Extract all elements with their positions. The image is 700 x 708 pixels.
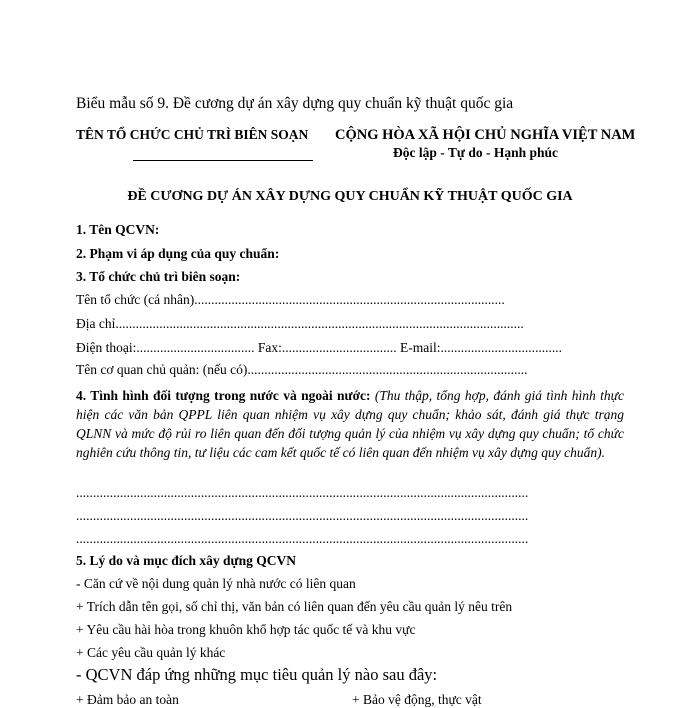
fill-line: ...................................................................................................................................... [76, 531, 529, 546]
fill-line: ...................................................................................................................................... [76, 485, 529, 500]
reason-item: + Trích dẫn tên gọi, số chỉ thị, văn bản có liên quan đến yêu cầu quản lý nêu trên [76, 599, 513, 614]
objective-flora-fauna: + Bảo vệ động, thực vật [352, 692, 482, 707]
reason-item: + Các yêu cầu quản lý khác [76, 645, 226, 660]
fill-line: ...................................................................................................................................... [76, 508, 529, 523]
document-title: ĐỀ CƯƠNG DỰ ÁN XÂY DỰNG QUY CHUẨN KỸ THUẬT QUỐC GIA [127, 189, 573, 204]
reason-item: - Căn cứ về nội dung quản lý nhà nước có liên quan [76, 576, 356, 591]
section-1-heading: 1. Tên QCVN: [76, 222, 160, 237]
address-field: Địa chỉ......................................................................................................................... [76, 316, 524, 331]
organization-name-field: Tên tổ chức (cá nhân)............................................................................................ [76, 292, 505, 307]
reason-item: + Yêu cầu hài hòa trong khuôn khổ hợp tác quốc tế và khu vực [76, 622, 416, 637]
section-4-heading: 4. Tình hình đối tượng trong nước và ngoài nước: [76, 388, 371, 403]
section-5-heading: 5. Lý do và mục đích xây dựng QCVN [76, 553, 297, 568]
objectives-heading: - QCVN đáp ứng những mục tiêu quản lý nào sau đây: [76, 665, 438, 684]
form-title: Biểu mẫu số 9. Đề cương dự án xây dựng quy chuẩn kỹ thuật quốc gia [76, 95, 514, 112]
managing-agency-field: Tên cơ quan chủ quản: (nếu có)................................................................................... [76, 362, 528, 377]
section-4-body: (Thu thập, tổng hợp, đánh giá tình hình thực hiện các văn bản QPPL liên quan nhiệm vụ xây dựng quy chuẩn; khảo sát, đánh giá thực trạng QLNN và mức độ rủi ro liên quan đến đối tượng quản lý của nhiệm vụ xây dựng quy chuẩn; tổ chức nghiên cứu thông tin, tư liệu các cam kết quốc tế có liên quan đến nhiệm vụ xây dựng quy chuẩn). [76, 388, 624, 460]
objective-safety: + Đảm bảo an toàn [76, 692, 179, 707]
contact-field: Điện thoại:................................... Fax:.................................. E-mail:.................................... [76, 340, 562, 355]
organization-label: TÊN TỔ CHỨC CHỦ TRÌ BIÊN SOẠN [76, 127, 309, 142]
national-title: CỘNG HÒA XÃ HỘI CHỦ NGHĨA VIỆT NAM [335, 127, 636, 143]
national-motto: Độc lập - Tự do - Hạnh phúc [393, 145, 559, 160]
section-3-heading: 3. Tổ chức chủ trì biên soạn: [76, 269, 241, 284]
organization-underline [133, 160, 313, 161]
section-4-paragraph [76, 386, 624, 462]
section-2-heading: 2. Phạm vi áp dụng của quy chuẩn: [76, 246, 280, 261]
